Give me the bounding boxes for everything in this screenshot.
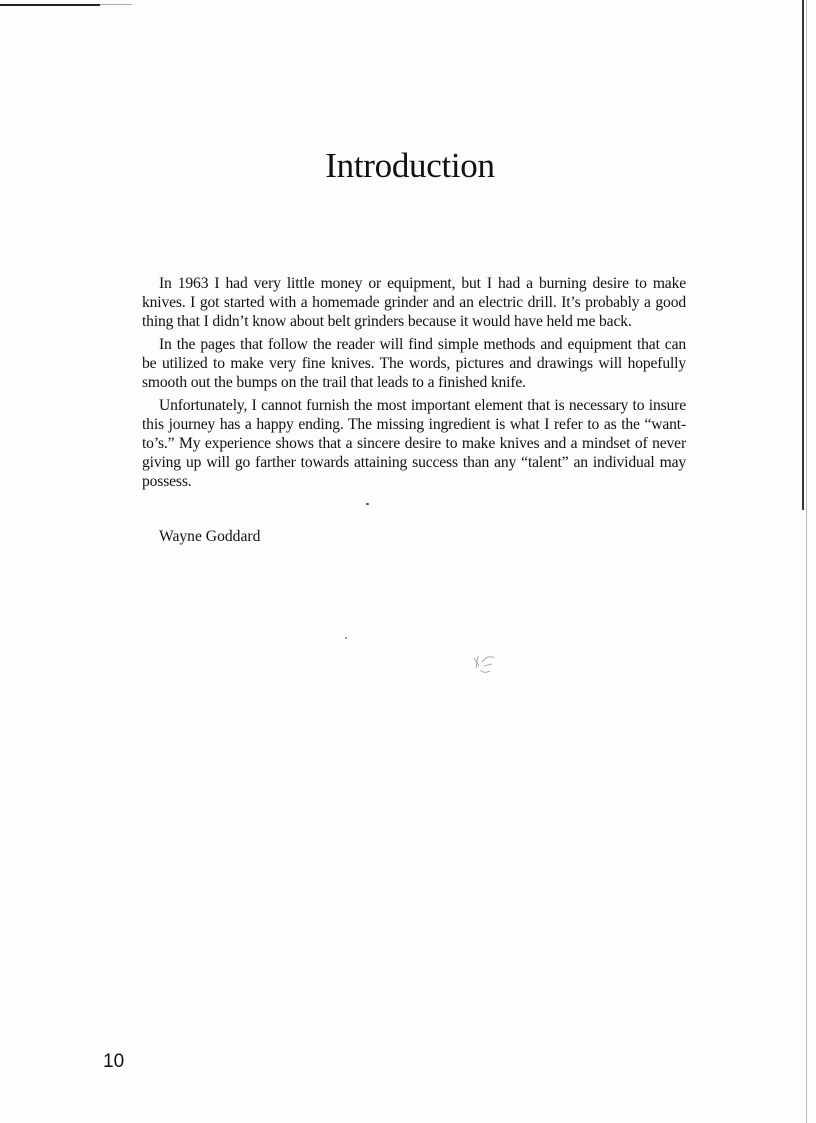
page-title: Introduction — [325, 146, 495, 185]
paragraph: In 1963 I had very little money or equipment, but I had a burning desire to make knives. I got started with a homemade grinder and an electric drill. It’s probably a good thing that I didn’t know about belt grinders because it would have held me back. — [142, 275, 686, 330]
introduction-body — [142, 274, 686, 495]
scan-smudge — [470, 652, 500, 676]
page-number: 10 — [103, 1051, 125, 1072]
paragraph: Unfortunately, I cannot furnish the most important element that is necessary to insure this journey has a happy ending. The missing ingredient is what I refer to as the “want-to’s.” My experience shows that a sincere desire to make knives and a mindset of never giving up will go farther towards attaining success than any “talent” an individual may possess. — [142, 397, 686, 490]
scan-edge-mark — [0, 4, 100, 6]
author-signature: Wayne Goddard — [159, 528, 261, 545]
scan-speck — [366, 503, 369, 505]
scan-speck — [345, 637, 347, 639]
paragraph: In the pages that follow the reader will find simple methods and equipment that can be utilized to make very fine knives. The words, pictures and drawings will hopefully smooth out the bumps on the trail that leads to a finished knife. — [142, 336, 686, 391]
scan-binding-shadow — [802, 0, 804, 510]
